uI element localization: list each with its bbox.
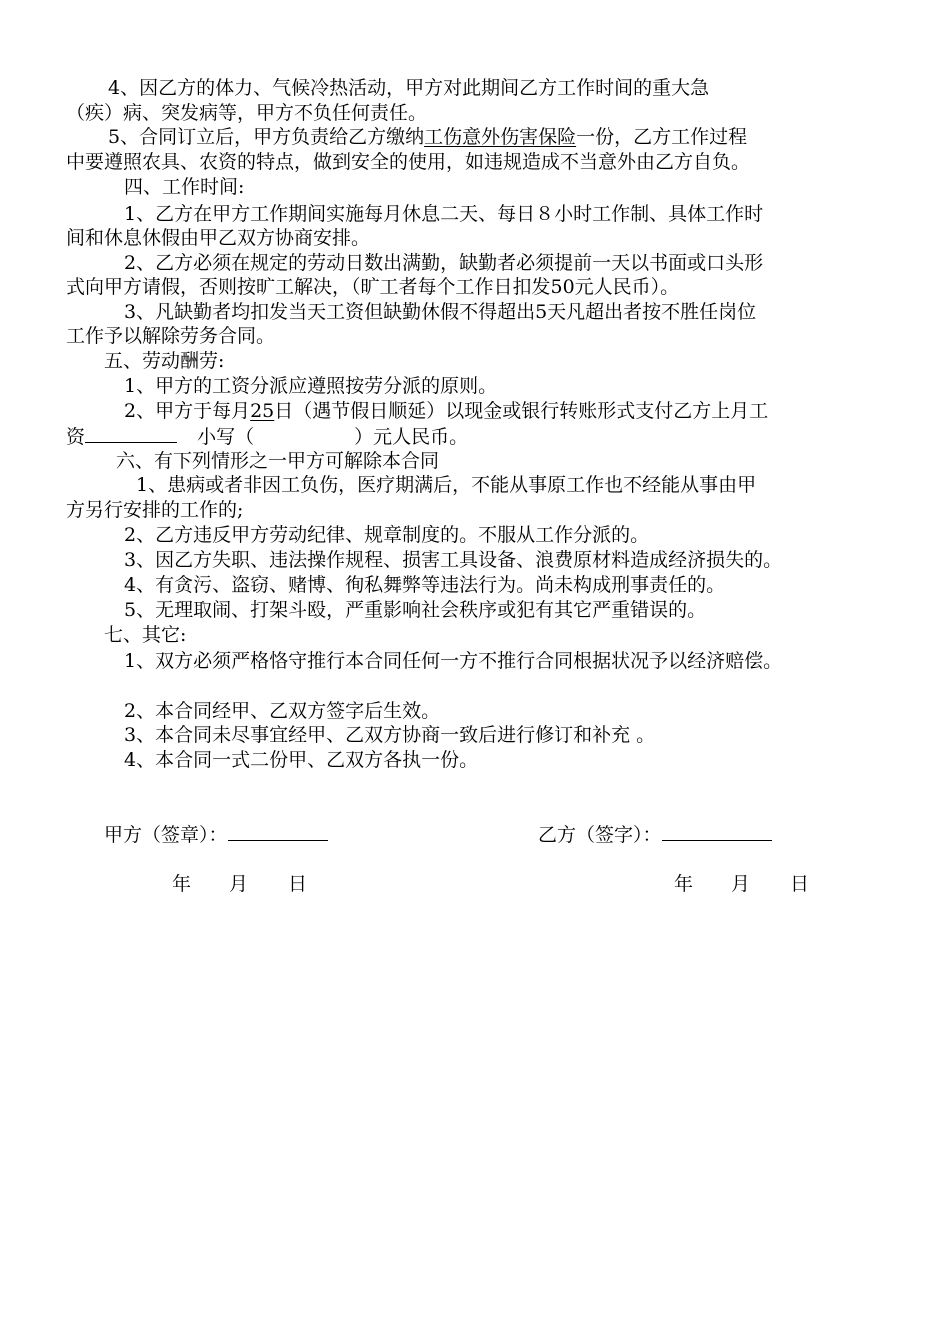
clause3-item4-line1: 4、因乙方的体力、气候冷热活动，甲方对此期间乙方工作时间的重大急 [108, 77, 710, 99]
section6-item4: 4、有贪污、盗窃、赌博、徇私舞弊等违法行为。尚未构成刑事责任的。 [124, 574, 726, 596]
section7-heading: 七、其它: [104, 624, 187, 646]
party-a-date [172, 872, 307, 896]
party-b-label: 乙方（签字）： [538, 824, 662, 846]
party-a-signature-blank[interactable] [228, 822, 328, 841]
section4-item3-line1: 3、凡缺勤者均扣发当天工资但缺勤休假不得超出5天凡超出者按不胜任岗位 [124, 301, 757, 323]
section5-item1: 1、甲方的工资分派应遵照按劳分派的原则。 [124, 375, 498, 397]
section6-heading: 六、有下列情形之一甲方可解除本合同 [116, 450, 440, 472]
clause3-item5-line1 [108, 125, 747, 149]
section7-item1: 1、双方必须严格恪守推行本合同任何一方不推行合同根据状况予以经济赔偿。 [124, 650, 783, 672]
section4-item1-line2: 间和休息休假由甲乙双方协商安排。 [66, 227, 371, 249]
clause3-item5-text: 5、合同订立后，甲方负责给乙方缴纳 [108, 126, 425, 148]
section5-item2-text-end: 日（遇节假日顺延）以现金或银行转账形式支付乙方上月工 [274, 400, 769, 422]
party-a-year: 年 [172, 873, 192, 895]
pay-day: 25 [250, 400, 275, 422]
party-b-day: 日 [790, 873, 810, 895]
wage-label: 资 [66, 426, 86, 448]
section7-item2: 2、本合同经甲、乙双方签字后生效。 [124, 700, 441, 722]
section5-item2-line2 [66, 424, 468, 449]
section4-item2-line2: 式向甲方请假，否则按旷工解决，（旷工者每个工作日扣发50元人民币）。 [66, 276, 680, 298]
party-b-signature [538, 822, 772, 847]
clause3-item4-line2: （疾）病、突发病等，甲方不负任何责任。 [66, 102, 428, 124]
section6-item2: 2、乙方违反甲方劳动纪律、规章制度的。不服从工作分派的。 [124, 524, 650, 546]
wage-small-label: 小写（ [197, 426, 255, 448]
party-a-month: 月 [229, 873, 249, 895]
section4-item2-line1: 2、乙方必须在规定的劳动日数出满勤，缺勤者必须提前一天以书面或口头形 [124, 252, 764, 274]
section7-item4: 4、本合同一式二份甲、乙双方各执一份。 [124, 749, 479, 771]
party-b-signature-blank[interactable] [662, 822, 772, 841]
section4-item3-line2: 工作予以解除劳务合同。 [66, 325, 276, 347]
party-b-year: 年 [674, 873, 694, 895]
clause3-item5-text-end: 一份，乙方工作过程 [576, 126, 748, 148]
section4-heading: 四、工作时间: [124, 176, 245, 198]
party-a-label: 甲方（签章）： [104, 824, 228, 846]
clause3-item5-line2: 中要遵照农具、农资的特点，做到安全的使用，如违规造成不当意外由乙方自负。 [66, 151, 751, 173]
section6-item3: 3、因乙方失职、违法操作规程、损害工具设备、浪费原材料造成经济损失的。 [124, 549, 783, 571]
section5-item2-text: 2、甲方于每月 [124, 400, 251, 422]
section7-item3: 3、本合同未尽事宜经甲、乙双方协商一致后进行修订和补充 。 [124, 724, 656, 746]
section6-item5: 5、无理取闹、打架斗殴，严重影响社会秩序或犯有其它严重错误的。 [124, 599, 707, 621]
insurance-name: 工伤意外伤害保险 [424, 126, 577, 148]
party-b-month: 月 [731, 873, 751, 895]
section4-item1-line1: 1、乙方在甲方工作期间实施每月休息二天、每日８小时工作制、具体工作时 [124, 203, 764, 225]
section5-item2-line1 [124, 399, 768, 423]
section6-item1-line1: 1、患病或者非因工负伤，医疗期满后，不能从事原工作也不经能从事由甲 [136, 474, 757, 496]
wage-amount-blank[interactable] [85, 424, 177, 443]
party-b-date [674, 872, 809, 896]
party-a-day: 日 [288, 873, 308, 895]
wage-unit: ）元人民币。 [354, 426, 469, 448]
party-a-signature [104, 822, 328, 847]
section5-heading: 五、劳动酬劳: [104, 350, 225, 372]
section6-item1-line2: 方另行安排的工作的; [66, 499, 244, 521]
